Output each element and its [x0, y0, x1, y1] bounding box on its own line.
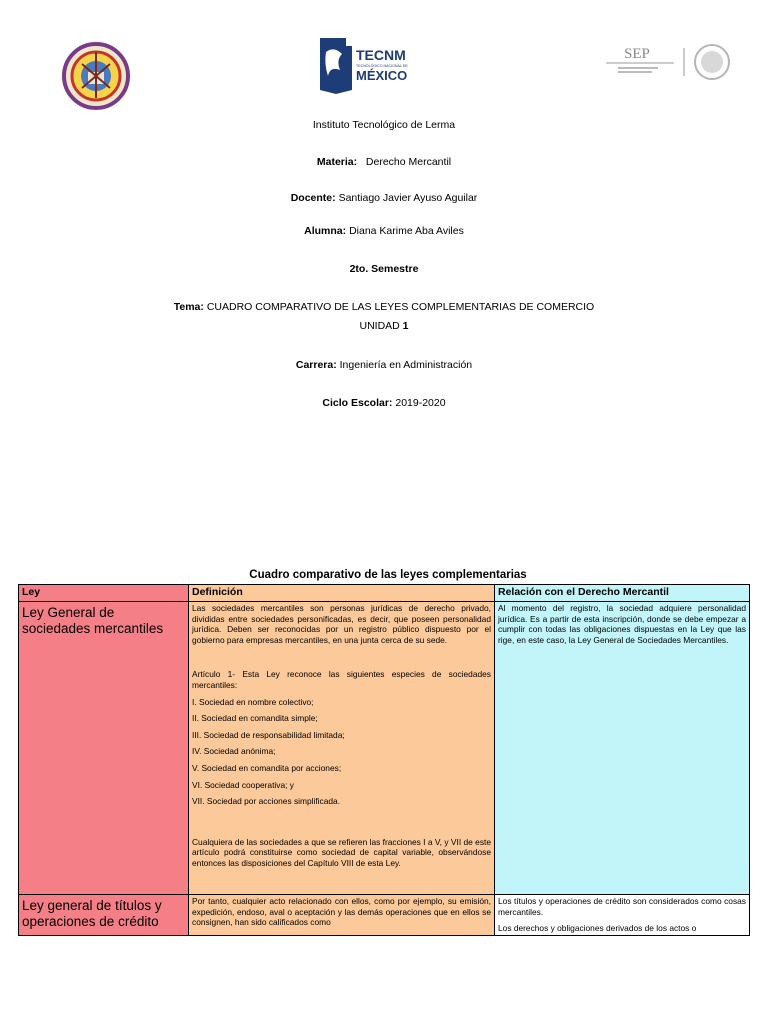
- sep-logo: [604, 42, 732, 82]
- sep-brand-text: SEP: [624, 46, 650, 62]
- materia-line: Materia: Derecho Mercantil: [316, 156, 452, 168]
- row2-relacion-text-1: Los títulos y operaciones de crédito son considerados como cosas mercantiles.: [498, 896, 746, 917]
- tema-line: Tema: CUADRO COMPARATIVO DE LAS LEYES COMPLEMENTARIAS DE COMERCIO: [173, 301, 595, 313]
- alumna-line: Alumna: Diana Karime Aba Aviles: [304, 225, 464, 237]
- row1-definicion-cell: [189, 602, 495, 895]
- tecnm-logo: [316, 36, 416, 96]
- row1-def-closing: Cualquiera de las sociedades a que se refieren las fracciones I a V, y VII de este artículo podrá constituirse como sociedad de capital variable, observándose entonces las disposiciones del Capítulo VIII de esta Ley.: [192, 836, 491, 868]
- unidad-line: UNIDAD 1: [359, 320, 409, 332]
- list-item: I. Sociedad en nombre colectivo;: [192, 696, 314, 707]
- table-row: [19, 602, 750, 895]
- row1-relacion-text: Al momento del registro, la sociedad adquiere personalidad jurídica. Es a partir de esta inscripción, donde se debe empezar a cumplir con todas las obligaciones dispuestas en la Ley que las rige, en este caso, la Ley General de Sociedades Mercantiles.: [498, 603, 746, 645]
- table-row: [19, 895, 750, 936]
- tecnm-country-text: MÉXICO: [356, 68, 408, 83]
- row2-def-text: Por tanto, cualquier acto relacionado con ellos, como por ejemplo, su emisión, expedición, endoso, aval o aceptación y las demás operaciones que en ellos se consignen, han sido calificados como: [192, 896, 491, 928]
- row1-relacion-cell: [495, 602, 750, 895]
- list-item: VI. Sociedad cooperativa; y: [192, 779, 294, 790]
- carrera-line: Carrera: Ingeniería en Administración: [295, 359, 473, 371]
- row2-ley-name: Ley general de títulos y operaciones de crédito: [22, 898, 162, 929]
- row1-def-intro: Las sociedades mercantiles son personas jurídicas de derecho privado, divididas entre sociedades personificadas, es decir, que poseen personalidad jurídica. Deben ser reconocidas por un registro público dispuesto por el gobierno para empresas mercantiles, en una junta cerca de su sede.: [192, 603, 491, 645]
- row2-ley-cell: [19, 895, 189, 936]
- row1-def-article: Artículo 1- Esta Ley reconoce las siguientes especies de sociedades mercantiles:: [192, 669, 491, 690]
- semestre-line: 2to. Semestre: [349, 263, 419, 275]
- institute-seal-logo: [62, 42, 130, 110]
- row2-relacion-cell: [495, 895, 750, 936]
- row2-definicion-cell: [189, 895, 495, 936]
- list-item: II. Sociedad en comandita simple;: [192, 713, 318, 724]
- header-relacion: Relación con el Derecho Mercantil: [495, 585, 750, 602]
- row1-ley-name: Ley General de sociedades mercantiles: [22, 605, 164, 636]
- list-item: VII. Sociedad por acciones simplificada.: [192, 796, 341, 807]
- docente-line: Docente: Santiago Javier Ayuso Aguilar: [290, 192, 478, 204]
- header-ley: Ley: [19, 585, 189, 602]
- row1-ley-cell: [19, 602, 189, 895]
- ciclo-line: Ciclo Escolar: 2019-2020: [322, 397, 446, 409]
- institute-name: Instituto Tecnológico de Lerma: [312, 119, 456, 131]
- list-item: V. Sociedad en comandita por acciones;: [192, 762, 342, 773]
- header-definicion: Definición: [189, 585, 495, 602]
- tecnm-brand-text: TECNM: [356, 47, 406, 63]
- list-item: IV. Sociedad anónima;: [192, 746, 276, 757]
- table-title: Cuadro comparativo de las leyes complementarias: [249, 569, 527, 581]
- list-item: III. Sociedad de responsabilidad limitada;: [192, 729, 345, 740]
- comparison-table: [18, 584, 750, 936]
- row2-relacion-text-2: Los derechos y obligaciones derivados de los actos o: [498, 923, 697, 934]
- table-header-row: [19, 585, 750, 602]
- tecnm-subtitle-text: TECNOLÓGICO NACIONAL DE: [356, 64, 408, 68]
